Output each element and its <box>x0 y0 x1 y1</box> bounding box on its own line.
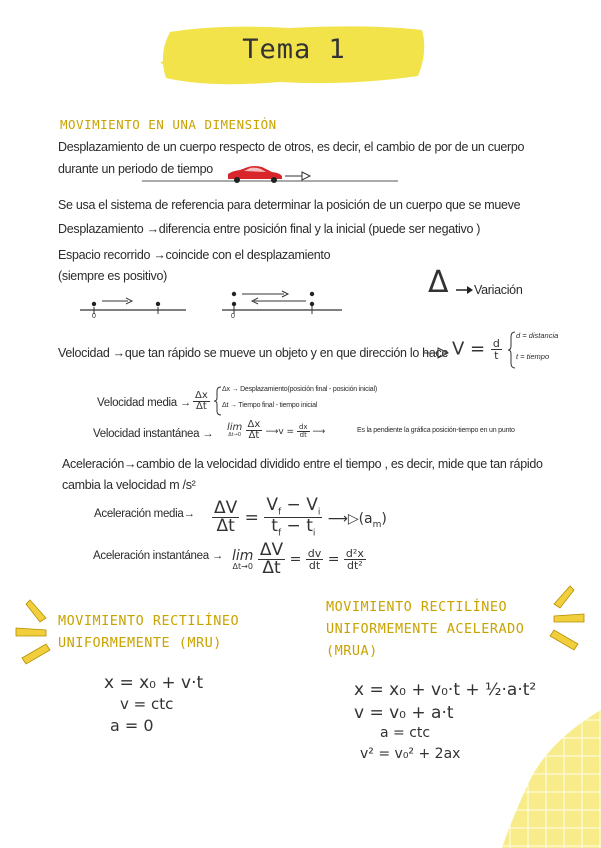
aceleracion-instantanea-label: Aceleración instantánea → <box>93 550 223 562</box>
pendiente-note: Es la pendiente la gráfica posición-tiempo en un punto <box>357 427 515 434</box>
espacio-positive-text: (siempre es positivo) <box>58 269 168 283</box>
velocidad-text: Velocidad →que tan rápido se mueve un objeto y en que dirección lo hace <box>58 346 449 360</box>
car-icon <box>228 166 282 183</box>
dx-note: Δx → Desplazamiento(posición final - posición inicial) <box>222 386 377 393</box>
mrua-formula-position: x = x₀ + v₀·t + ½·a·t² <box>354 680 537 700</box>
brace-icon-2 <box>214 386 222 416</box>
delta-symbol: Δ <box>428 265 449 300</box>
distance-diagram <box>220 288 350 320</box>
arrow-icon <box>456 285 474 295</box>
brace-icon <box>508 331 516 369</box>
time-def: t = tiempo <box>516 352 550 361</box>
hollow-arrow-icon <box>424 346 452 360</box>
aceleracion-media-formula: $\frac{\Delta V}{\Delta t}$ = $\frac{V_f - V_i}{t_f - t_i}$ $⟶▷(a_m)$ <box>214 495 387 539</box>
desplazamiento-text: Desplazamiento →diferencia entre posición final y la inicial (puede ser negativo ) <box>58 222 481 236</box>
mru-heading-line2: UNIFORMEMENTE (MRU) <box>58 635 222 651</box>
mrua-heading-line1: MOVIMIENTO RECTILÍNEO <box>326 599 508 615</box>
mru-formula-position: x = x₀ + v·t <box>104 673 204 693</box>
mru-formula-acceleration: a = 0 <box>110 716 154 735</box>
page-title: Tema 1 <box>242 34 346 65</box>
mru-heading-line1: MOVIMIENTO RECTILÍNEO <box>58 613 240 629</box>
axis-zero-label: 0 <box>92 313 96 320</box>
velocidad-media-fraction: $\frac{\Delta x}{\Delta t}$ <box>195 390 208 412</box>
velocity-formula: V = $\frac{d}{t}$ <box>452 337 500 362</box>
velocidad-media-label: Velocidad media → <box>97 397 191 409</box>
aceleracion-text: Aceleración→cambio de la velocidad dividido entre el tiempo , es decir, mide que tan rápido <box>62 457 543 471</box>
velocidad-instantanea-label: Velocidad instantánea → <box>93 428 214 440</box>
sunburst-right-icon <box>542 582 588 652</box>
mrua-heading <box>326 596 524 662</box>
car-illustration <box>140 164 400 186</box>
aceleracion-units: cambia la velocidad m /s² <box>62 478 196 492</box>
dt-note: Δt → Tiempo final - tiempo inicial <box>222 402 318 409</box>
reference-text: Se usa el sistema de referencia para determinar la posición de un cuerpo que se mueve <box>58 198 521 212</box>
mru-formula-velocity: v = ctc <box>120 695 174 713</box>
distance-def: d = distancia <box>516 331 559 340</box>
mrua-formula-velocity: v = v₀ + a·t <box>354 703 454 723</box>
mrua-formula-velocity-squared: v² = v₀² + 2ax <box>360 746 461 762</box>
displacement-diagram <box>78 290 198 320</box>
axis-zero-label-2: 0 <box>231 313 235 320</box>
aceleracion-media-label: Aceleración media→ <box>94 508 195 520</box>
mrua-heading-line2: UNIFORMEMENTE ACELERADO <box>326 621 525 637</box>
section-heading-1d: MOVIMIENTO EN UNA DIMENSIÓN <box>60 117 277 132</box>
aceleracion-instantanea-formula: lim Δt→0 $\frac{\Delta V}{\Delta t}$ = $\frac{dv}{dt}$ = $\frac{\text{d²x}}{\text{dt²}}$ <box>232 540 364 578</box>
corner-decoration <box>480 700 601 848</box>
mrua-formula-acceleration: a = ctc <box>380 725 431 741</box>
velocidad-instantanea-formula: lim Δt→0 $\frac{\Delta x}{\Delta t}$ ⟶v = $\frac{dx}{dt}$ ⟶ <box>227 419 326 441</box>
variacion-label: Variación <box>474 283 523 297</box>
mrua-heading-line3: (MRUA) <box>326 643 378 659</box>
definition-text: Desplazamiento de un cuerpo respecto de otros, es decir, el cambio de por de un cuerpo durante un periodo de tiempo <box>58 140 525 176</box>
espacio-text: Espacio recorrido →coincide con el desplazamiento <box>58 248 331 262</box>
mru-heading <box>58 610 239 654</box>
sunburst-left-icon <box>12 596 58 666</box>
